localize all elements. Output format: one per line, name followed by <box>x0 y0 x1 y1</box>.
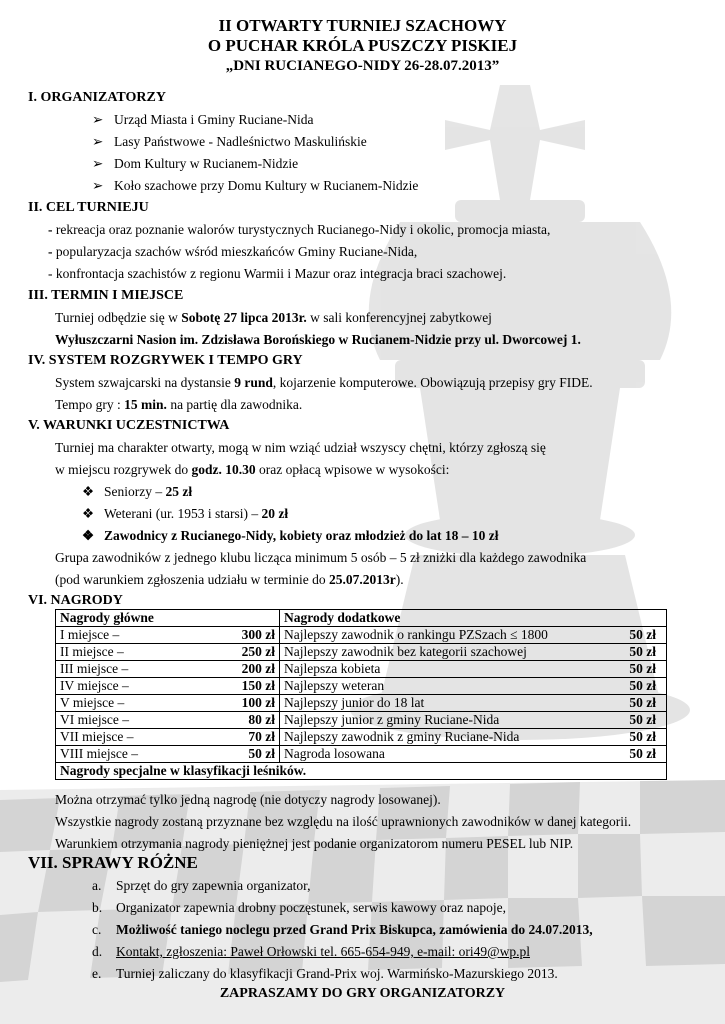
table-row: II miejsce – 250 zł Najlepszy zawodnik bez kategorii szachowej 50 zł <box>56 644 667 661</box>
table-row: VI miejsce – 80 zł Najlepszy junior z gminy Ruciane-Nida 50 zł <box>56 712 667 729</box>
venue-address: Wyłuszczarni Nasion im. Zdzisława Borońskiego w Rucianem-Nidzie przy ul. Dworcowej 1. <box>55 332 581 347</box>
organizer-item: ➢ Koło szachowe przy Domu Kultury w Rucianem-Nidzie <box>92 178 419 193</box>
title-line-3: „DNI RUCIANEGO-NIDY 26-28.07.2013” <box>225 58 500 74</box>
section-goal-heading: II. CEL TURNIEJU <box>28 200 149 215</box>
table-row: VII miejsce – 70 zł Najlepszy zawodnik z gminy Ruciane-Nida 50 zł <box>56 729 667 746</box>
diamond-bullet-icon: ❖ <box>82 506 95 521</box>
system-text: System szwajcarski na dystansie 9 rund, kojarzenie komputerowe. Obowiązują przepisy gry FIDE. <box>55 375 593 390</box>
column-header-extra-prizes: Nagrody dodatkowe <box>280 610 667 627</box>
special-prizes-row: Nagrody specjalne w klasyfikacji leśników. <box>56 763 667 780</box>
fee-item: ❖ Seniorzy – 25 zł <box>82 484 193 499</box>
contact-details: Paweł Orłowski tel. 665-654-949, e-mail: ori49@wp.pl <box>226 944 530 959</box>
organizer-item: ➢ Urząd Miasta i Gminy Ruciane-Nida <box>92 112 314 127</box>
goal-item: - popularyzacja szachów wśród mieszkańców Gminy Ruciane-Nida, <box>48 244 418 259</box>
prizes-table <box>55 609 667 780</box>
misc-item-b: b. Organizator zapewnia drobny poczęstunek, serwis kawowy oraz napoje, <box>92 900 506 915</box>
tempo-text: Tempo gry : 15 min. na partię dla zawodnika. <box>55 397 303 412</box>
conditions-text-2: w miejscu rozgrywek do godz. 10.30 oraz opłacą wpisowe w wysokości: <box>55 462 450 477</box>
table-row: III miejsce – 200 zł Najlepsza kobieta 50 zł <box>56 661 667 678</box>
section-misc-heading: VII. SPRAWY RÓŻNE <box>28 853 198 872</box>
misc-item-a: a. Sprzęt do gry zapewnia organizator, <box>92 878 311 893</box>
table-header-row <box>56 610 667 627</box>
table-row: I miejsce – 300 zł Najlepszy zawodnik o rankingu PZSzach ≤ 1800 50 zł <box>56 627 667 644</box>
section-conditions-heading: V. WARUNKI UCZESTNICTWA <box>28 418 230 433</box>
title-line-2: O PUCHAR KRÓLA PUSZCZY PISKIEJ <box>207 36 518 55</box>
section-organizers-heading: I. ORGANIZATORZY <box>28 90 166 105</box>
misc-item-e: e. Turniej zaliczany do klasyfikacji Grand-Prix woj. Warmińsko-Mazurskiego 2013. <box>92 966 558 981</box>
date-place-text: Turniej odbędzie się w Sobotę 27 lipca 2013r. w sali konferencyjnej zabytkowej <box>55 310 492 325</box>
column-header-main-prizes: Nagrody główne <box>56 610 280 627</box>
arrow-bullet-icon: ➢ <box>92 156 104 171</box>
organizer-item: ➢ Lasy Państwowe - Nadleśnictwo Maskulińskie <box>92 134 367 149</box>
discount-condition-text: (pod warunkiem zgłoszenia udziału w terminie do 25.07.2013r). <box>55 572 404 587</box>
diamond-bullet-icon: ❖ <box>82 484 95 499</box>
table-row: V miejsce – 100 zł Najlepszy junior do 18 lat 50 zł <box>56 695 667 712</box>
arrow-bullet-icon: ➢ <box>92 178 104 193</box>
section-prizes-heading: VI. NAGRODY <box>28 593 123 608</box>
fee-item: ❖ Weterani (ur. 1953 i starsi) – 20 zł <box>82 506 289 521</box>
goal-item: - rekreacja oraz poznanie walorów turystycznych Rucianego-Nidy i okolic, promocja miasta, <box>48 222 551 237</box>
prize-note-3: Warunkiem otrzymania nagrody pieniężnej jest podanie organizatorom numeru PESEL lub NIP. <box>55 836 574 851</box>
misc-item-c: c. Możliwość taniego noclegu przed Grand Prix Biskupca, zamówienia do 24.07.2013, <box>92 922 593 937</box>
prize-note-1: Można otrzymać tylko jedną nagrodę (nie dotyczy nagrody losowanej). <box>55 792 441 807</box>
goal-item: - konfrontacja szachistów z regionu Warmii i Mazur oraz integracja braci szachowej. <box>48 266 507 281</box>
prize-note-2: Wszystkie nagrody zostaną przyznane bez względu na ilość uprawnionych zawodników w danej kategorii. <box>55 814 632 829</box>
conditions-text-1: Turniej ma charakter otwarty, mogą w nim wziąć udział wszyscy chętni, którzy zgłoszą się <box>55 440 546 455</box>
arrow-bullet-icon: ➢ <box>92 134 104 149</box>
section-date-place-heading: III. TERMIN I MIEJSCE <box>28 288 184 303</box>
club-discount-text: Grupa zawodników z jednego klubu licząca minimum 5 osób – 5 zł zniżki dla każdego zawodnika <box>55 550 587 565</box>
title-line-1: II OTWARTY TURNIEJ SZACHOWY <box>218 16 507 35</box>
arrow-bullet-icon: ➢ <box>92 112 104 127</box>
fee-item: ❖ Zawodnicy z Rucianego-Nidy, kobiety oraz młodzież do lat 18 – 10 zł <box>82 528 499 543</box>
section-system-heading: IV. SYSTEM ROZGRYWEK I TEMPO GRY <box>28 353 303 368</box>
table-row: IV miejsce – 150 zł Najlepszy weteran 50 zł <box>56 678 667 695</box>
document-header <box>0 0 725 76</box>
diamond-bullet-icon: ❖ <box>82 528 95 543</box>
table-row: VIII miejsce – 50 zł Nagroda losowana 50 zł <box>56 746 667 763</box>
footer-invitation: ZAPRASZAMY DO GRY ORGANIZATORZY <box>219 986 506 1001</box>
organizer-item: ➢ Dom Kultury w Rucianem-Nidzie <box>92 156 299 171</box>
misc-item-d: d. Kontakt, zgłoszenia: Paweł Orłowski tel. 665-654-949, e-mail: ori49@wp.pl <box>92 944 530 959</box>
